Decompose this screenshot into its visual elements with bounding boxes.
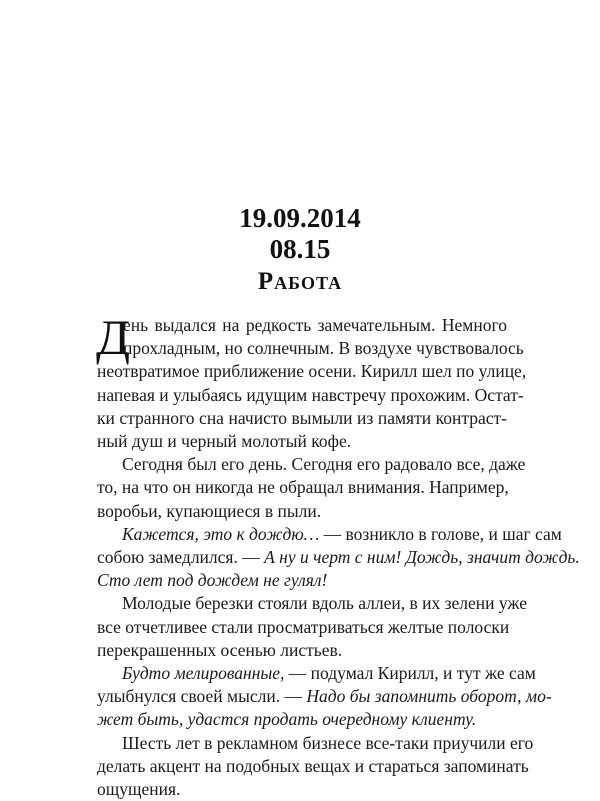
- text-line: неотвратимое приближение осени. Кирилл шел по улице,: [97, 361, 527, 382]
- chapter-heading: [0, 203, 600, 298]
- text-line: Сегодня был его день. Сегодня его радовало все, даже: [122, 454, 526, 475]
- text-line: [97, 662, 536, 685]
- paragraph-4: [97, 592, 528, 662]
- text-fragment: — возникло в голове, и шаг сам: [319, 523, 562, 544]
- paragraph-6: [97, 732, 534, 801]
- chapter-time: 08.15: [269, 234, 331, 264]
- text-line: все отчетливее стали просматриваться желтые полоски: [97, 616, 510, 637]
- paragraph-3: [97, 523, 580, 593]
- italic-thought: Кажется, это к дождю…: [122, 523, 320, 544]
- italic-thought: жет быть, удастся продать очередному клиенту.: [97, 709, 477, 730]
- text-line: [97, 708, 507, 731]
- text-line: напевая и улыбаясь идущим навстречу прохожим. Остат-: [97, 384, 524, 405]
- chapter-date: 19.09.2014: [239, 203, 361, 233]
- italic-thought: Сто лет под дождем не гулял!: [97, 570, 328, 591]
- text-line: ки странного сна начисто вымыли из памяти контраст-: [97, 407, 507, 428]
- text-line: ный душ и черный молотый кофе.: [97, 431, 352, 452]
- text-line: ень выдался на редкость замечательным. Немного: [123, 315, 507, 335]
- text-line: прохладным, но солнечным. В воздухе чувствовалось: [123, 338, 524, 359]
- text-fragment: улыбнулся своей мысли. —: [97, 686, 307, 707]
- text-line: перекрашенных осенью листьев.: [97, 639, 343, 660]
- drop-cap: Д: [96, 309, 131, 365]
- text-line: [97, 546, 580, 569]
- paragraph-2: [97, 453, 526, 523]
- text-fragment: — подумал Кирилл, и тут же сам: [284, 663, 536, 684]
- text-line: Шесть лет в рекламном бизнесе все-таки приучили его: [122, 732, 534, 753]
- text-line: то, на что он никогда не обращал внимания. Например,: [97, 477, 509, 498]
- paragraph-1: [96, 309, 527, 453]
- text-line: ощущения.: [97, 779, 181, 800]
- italic-thought: Надо бы запомнить оборот, мо-: [306, 686, 552, 707]
- chapter-body: [96, 309, 580, 801]
- text-line: Молодые березки стояли вдоль аллеи, в их зелени уже: [122, 593, 528, 614]
- italic-thought: Будто мелированные,: [122, 663, 285, 684]
- text-line: [97, 569, 507, 592]
- italic-thought: А ну и черт с ним! Дождь, значит дождь.: [264, 547, 580, 568]
- text-line: [97, 523, 562, 546]
- text-line: делать акцент на подобных вещах и стараться запоминать: [97, 755, 529, 776]
- text-line: [97, 685, 552, 708]
- chapter-title: Работа: [257, 268, 343, 295]
- text-fragment: собою замедлился. —: [97, 547, 265, 568]
- text-line: воробьи, купающиеся в пыли.: [97, 500, 322, 521]
- paragraph-5: [97, 662, 552, 732]
